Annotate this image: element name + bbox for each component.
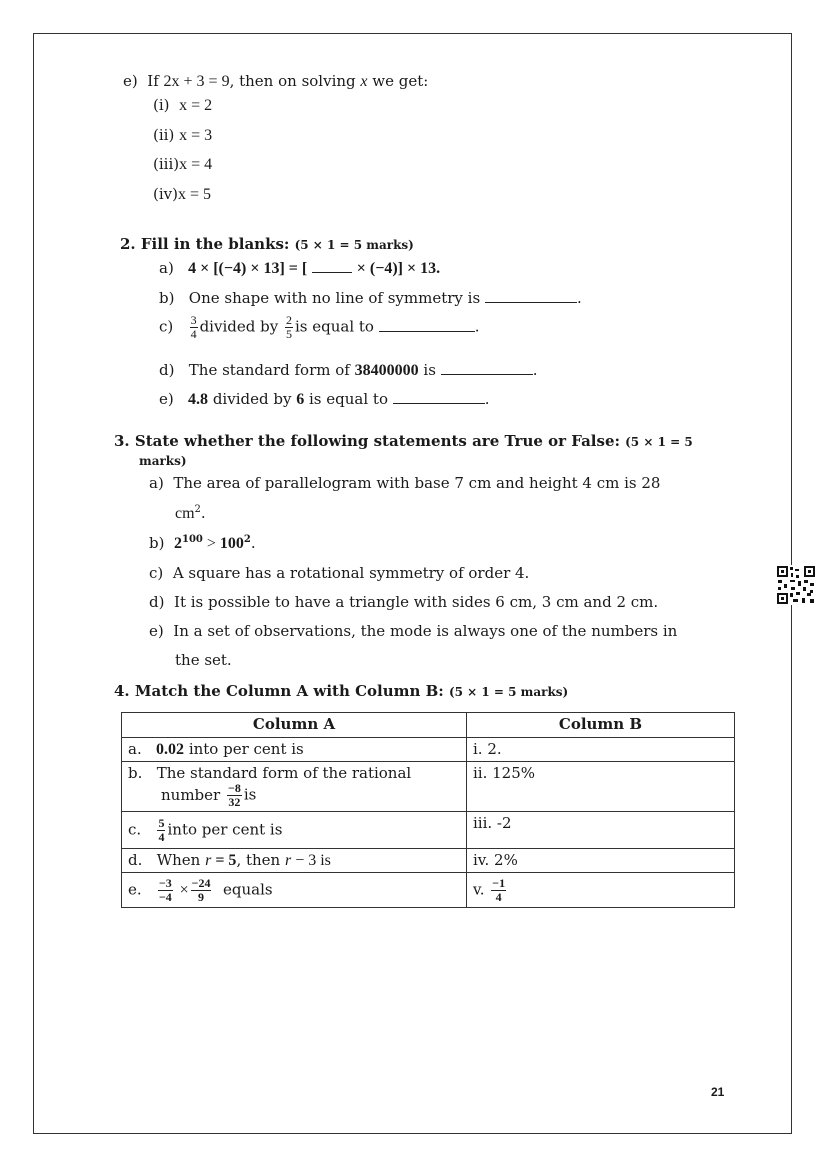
- cell-a: d. When r = 5, then r − 3 is: [122, 849, 467, 873]
- fraction: $\frac{-1}{4}$: [492, 875, 506, 904]
- q3-item-c: c) A square has a rotational symmetry of order 4.: [149, 564, 530, 582]
- cell-a: c. $\frac{5}{4}$ into per cent is: [122, 812, 467, 849]
- cell-b: v. $\frac{-1}{4}$: [467, 873, 735, 908]
- table-row: [122, 849, 735, 873]
- column-a-header: Column A: [122, 713, 467, 738]
- q2-item-b: b) One shape with no line of symmetry is .: [159, 289, 582, 307]
- q3-item-e-line2: the set.: [175, 651, 232, 669]
- q3-item-d: d) It is possible to have a triangle with sides 6 cm, 3 cm and 2 cm.: [149, 593, 659, 611]
- q2-item-c: c) $\frac{3}{4}$ divided by $\frac{2}{5}$ is equal to .: [159, 313, 480, 341]
- page-border: [33, 33, 792, 1134]
- q3-heading: 3. State whether the following statements are True or False: (5 × 1 = 5: [114, 432, 693, 450]
- q3-marks: marks): [139, 454, 187, 468]
- q2-item-d: d) The standard form of 38400000 is .: [159, 361, 538, 379]
- cell-b: ii. 125%: [467, 762, 735, 812]
- qr-code-icon: [776, 565, 816, 605]
- table-header-row: [122, 713, 735, 738]
- blank: [485, 288, 577, 303]
- q3-item-b: b) $2^{100} > 100^2$.: [149, 534, 256, 552]
- fraction: $\frac{-3}{-4}$: [158, 875, 172, 904]
- blank: [441, 360, 533, 375]
- fraction: $\frac{-24}{9}$: [191, 875, 211, 904]
- table-row: [122, 762, 735, 812]
- q3-item-a: a) The area of parallelogram with base 7 cm and height 4 cm is 28: [149, 474, 661, 492]
- fraction: $\frac{-8}{32}$: [227, 781, 241, 809]
- cell-a: e. $\frac{-3}{-4}$ × $\frac{-24}{9}$ equals: [122, 873, 467, 908]
- q2-item-a: a) 4 × [(−4) × 13] = [ × (−4)] × 13.: [159, 259, 441, 277]
- q1e-option-4: (iv)x = 5: [153, 185, 212, 203]
- column-b-header: Column B: [467, 713, 735, 738]
- blank: [312, 258, 352, 273]
- cell-a: a. 0.02 into per cent is: [122, 738, 467, 762]
- q1e-option-3: (iii)x = 4: [153, 155, 213, 173]
- q1e-option-2: (ii) x = 3: [153, 126, 213, 144]
- table-row: [122, 738, 735, 762]
- q4-heading: 4. Match the Column A with Column B: (5 × 1 = 5 marks): [114, 682, 569, 700]
- q1e-stem: e) If 2x + 3 = 9, then on solving x we get:: [123, 72, 429, 90]
- blank: [393, 389, 485, 404]
- cell-b: iii. -2: [467, 812, 735, 849]
- match-table: [121, 712, 735, 908]
- q2-heading: 2. Fill in the blanks: (5 × 1 = 5 marks): [120, 235, 414, 253]
- table-row: [122, 812, 735, 849]
- cell-a: b. The standard form of the rational number $\frac{-8}{32}$ is: [122, 762, 467, 812]
- q3-item-a-line2: $cm^2$.: [175, 504, 206, 522]
- cell-b: iv. 2%: [467, 849, 735, 873]
- cell-b: i. 2.: [467, 738, 735, 762]
- table-row: [122, 873, 735, 908]
- page-number: 21: [711, 1085, 725, 1099]
- fraction: $\frac{2}{5}$: [285, 313, 292, 341]
- blank: [379, 317, 475, 332]
- q2-item-e: e) 4.8 divided by 6 is equal to .: [159, 390, 490, 408]
- fraction: $\frac{5}{4}$: [158, 815, 165, 844]
- fraction: $\frac{3}{4}$: [190, 313, 197, 341]
- q3-item-e: e) In a set of observations, the mode is always one of the numbers in: [149, 622, 678, 640]
- q1e-option-1: (i) x = 2: [153, 96, 213, 114]
